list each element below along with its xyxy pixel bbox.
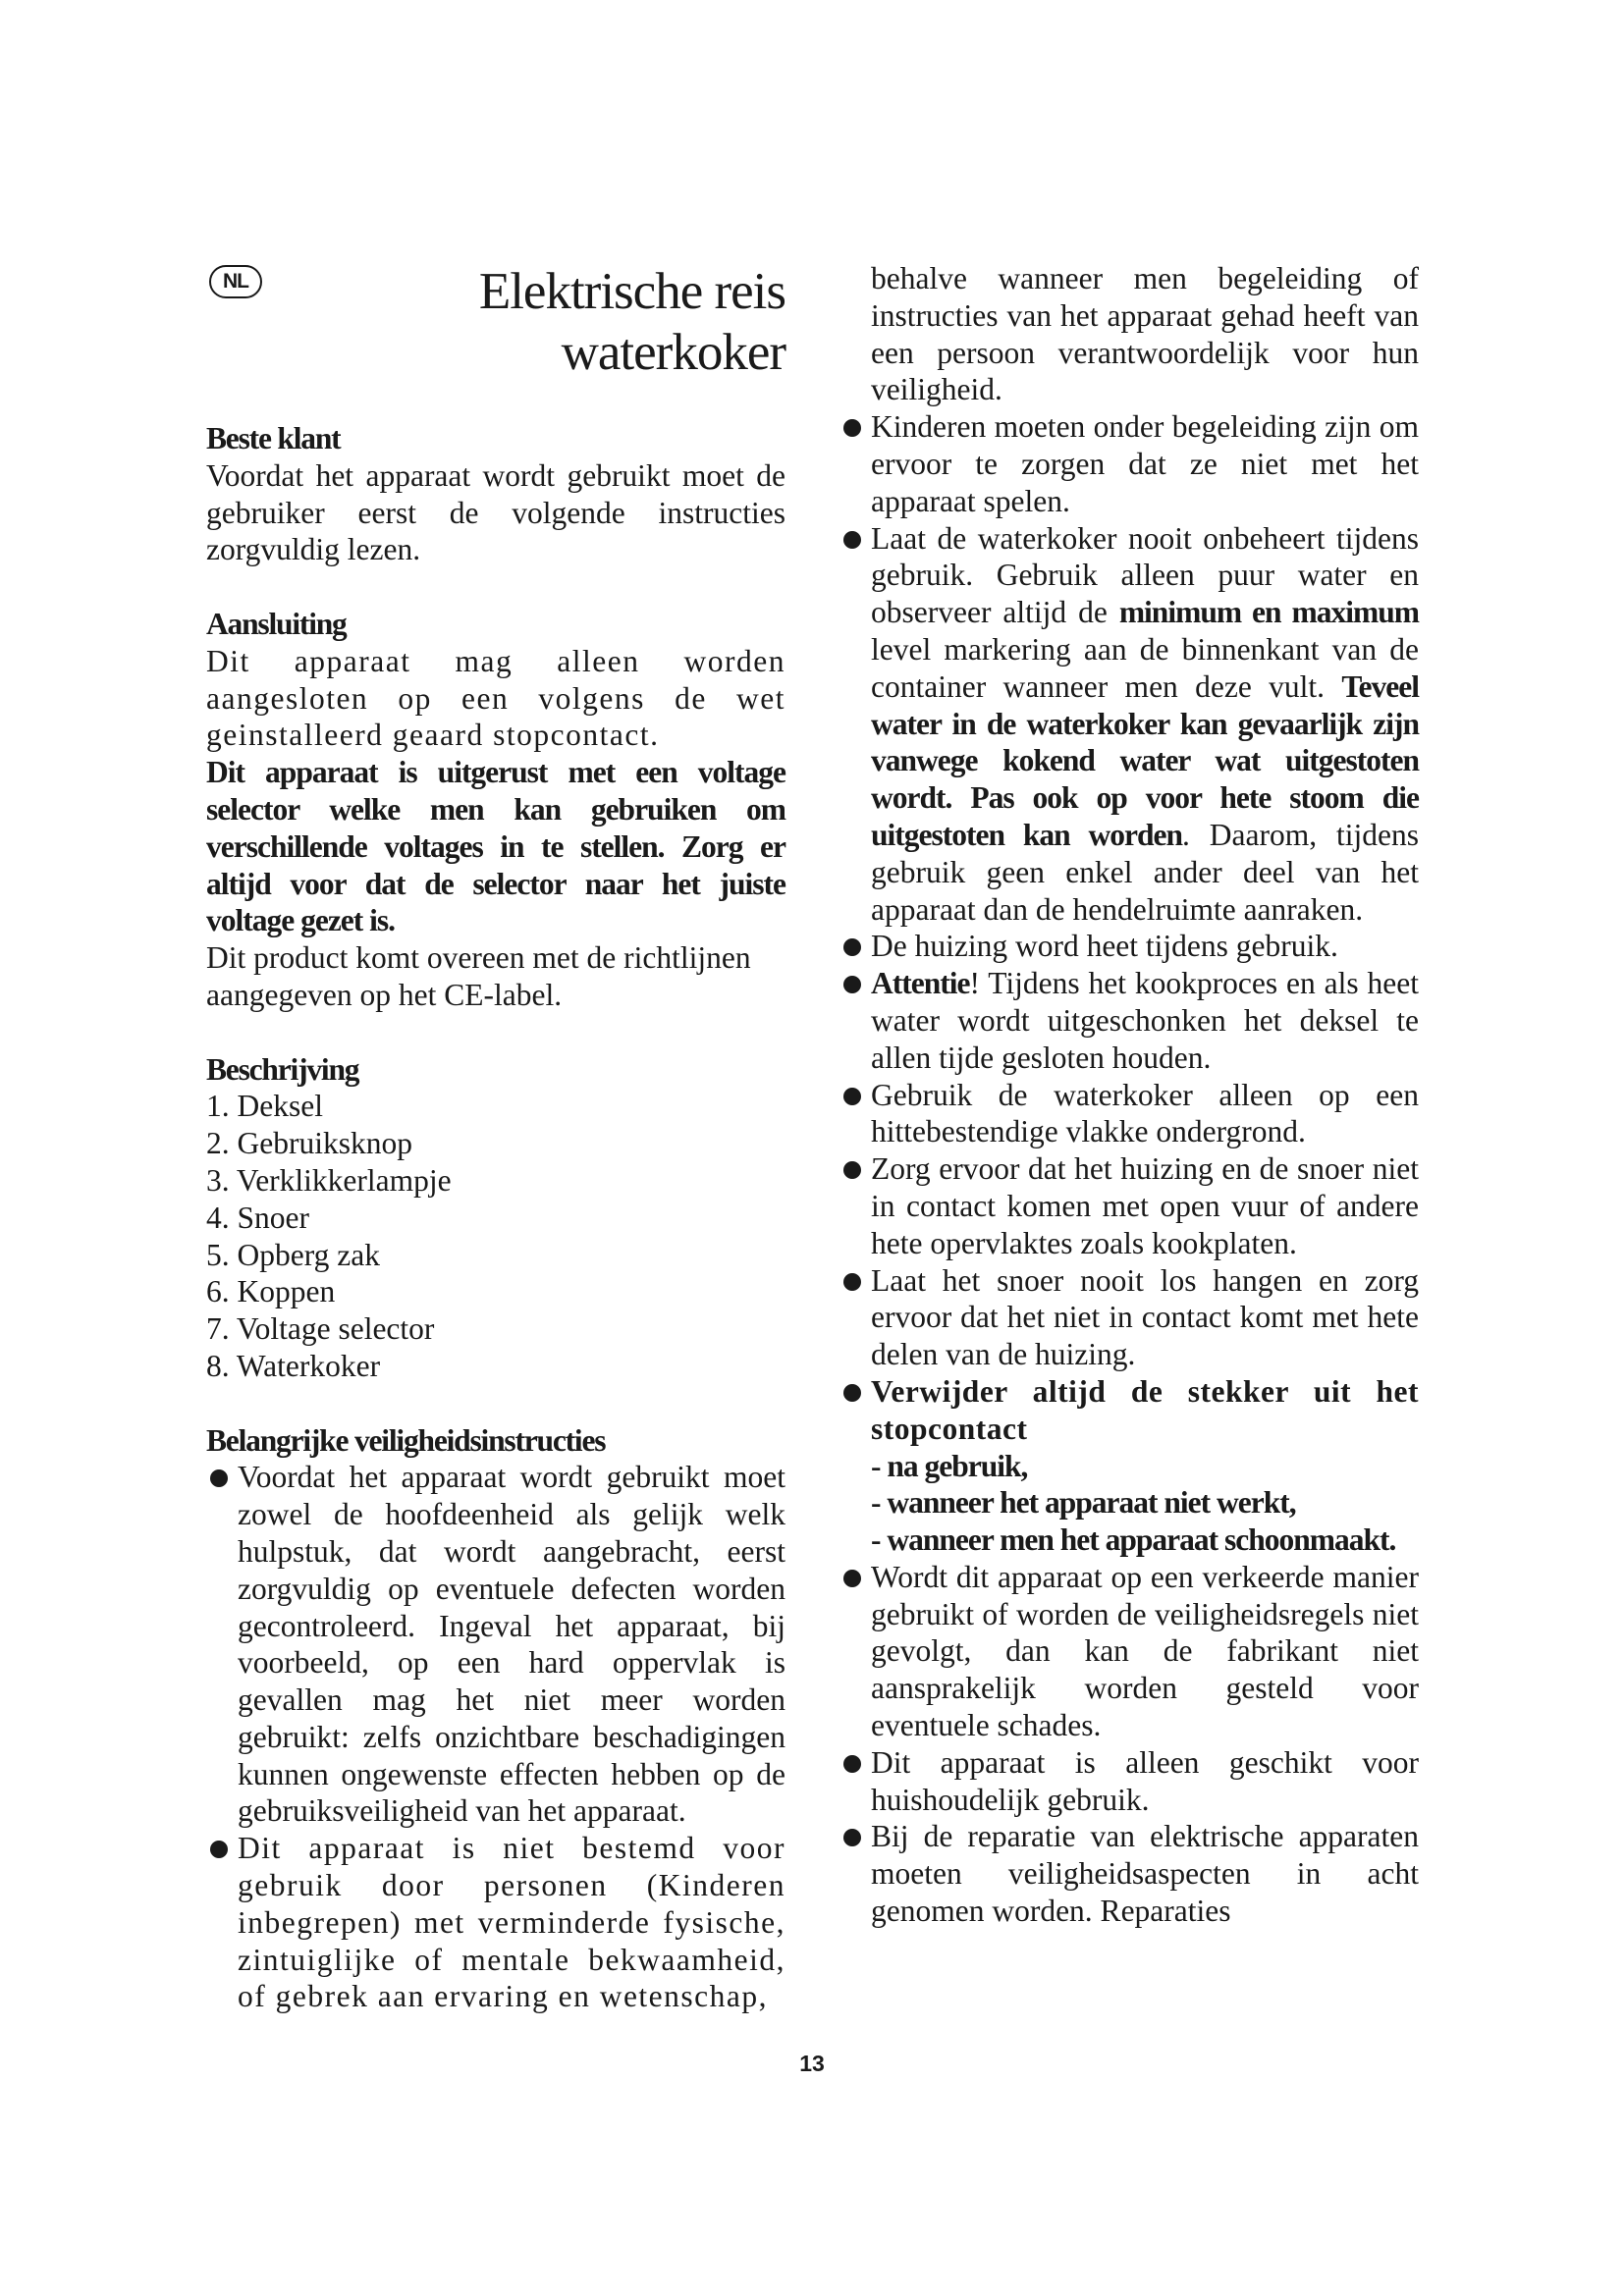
safety-item-text: Dit apparaat is niet bestemd voor gebruik door personen (Kinderen inbegrepen) met verminderde fysische, zintuiglijke of mentale bekwaamheid, of gebrek aan ervaring en wetenschap,	[238, 1831, 785, 2014]
bullet-icon	[843, 1161, 861, 1179]
list-item	[206, 1459, 785, 1830]
safety-item-text: Gebruik de waterkoker alleen op een hittebestendige vlakke ondergrond.	[871, 1077, 1419, 1149]
list-item	[839, 1818, 1419, 1929]
list-item: 2. Gebruiksknop	[206, 1126, 412, 1161]
spacer	[206, 1014, 785, 1051]
voltage-selector-warning: Dit apparaat is uitgerust met een voltage selector welke men kan gebruiken om verschillende voltages in te stellen. Zorg er altijd voor dat de selector naar het juiste voltage gezet is.	[206, 755, 785, 938]
sub-item: - wanneer men het apparaat schoonmaakt.	[871, 1522, 1396, 1558]
language-badge: NL	[209, 265, 262, 298]
safety-list-continued	[839, 260, 1419, 1930]
bullet-icon	[843, 1570, 861, 1587]
bullet-icon	[843, 1273, 861, 1291]
intro-text: Voordat het apparaat wordt gebruikt moet de gebruiker eerst de volgende instructies zorgvuldig lezen.	[206, 457, 785, 567]
spacer	[206, 568, 785, 606]
list-item	[839, 520, 1419, 929]
bullet-icon	[843, 938, 861, 956]
safety-item-text: Bij de reparatie van elektrische apparaten moeten veiligheidsaspecten in acht genomen worden. Reparaties	[871, 1819, 1419, 1929]
safety-item-text: level markering aan de binnenkant van de container wanneer men deze vult.	[871, 631, 1419, 704]
safety-item-text: Laat het snoer nooit los hangen en zorg ervoor dat het niet in contact komt met hete delen van de huizing.	[871, 1262, 1419, 1372]
bullet-icon	[843, 419, 861, 437]
safety-item-text: Kinderen moeten onder begeleiding zijn om ervoor te zorgen dat ze niet met het apparaat spelen.	[871, 409, 1419, 518]
safety-item-text: Zorg ervoor dat het huizing en de snoer niet in contact komen met open vuur of andere hete opervlaktes zoals kookplaten.	[871, 1151, 1419, 1260]
safety-item-text: . Daarom, tijdens gebruik geen enkel ander deel van het apparaat dan de hendelruimte aanraken.	[871, 817, 1419, 927]
sub-item: - wanneer het apparaat niet werkt,	[871, 1485, 1296, 1521]
min-max-emphasis: minimum en maximum	[1118, 595, 1419, 630]
safety-item-text: De huizing word heet tijdens gebruik.	[871, 929, 1338, 964]
bullet-icon	[843, 1088, 861, 1105]
list-item	[206, 1830, 785, 2015]
heading-veiligheidsinstructies: Belangrijke veiligheidsinstructies	[206, 1422, 606, 1458]
list-item	[839, 965, 1419, 1076]
list-item	[839, 1077, 1419, 1151]
page-title	[206, 257, 785, 383]
safety-item-text: ! Tijdens het kookproces en als heet water wordt uitgeschonken het deksel te allen tijde gesloten houden.	[871, 966, 1419, 1075]
heading-aansluiting: Aansluiting	[206, 606, 347, 641]
safety-item-text: Dit apparaat is alleen geschikt voor huishoudelijk gebruik.	[871, 1744, 1419, 1817]
safety-item-text: Voordat het apparaat wordt gebruikt moet zowel de hoofdeenheid als gelijk welk hulpstuk, dat wordt aangebracht, eerst zorgvuldig op eventuele defecten worden gecontroleerd. Ingeval het apparaat, bij voorbeeld, op een hard oppervlak is gevallen mag het niet meer worden gebruikt: zelfs onzichtbare beschadigingen kunnen ongewenste effecten hebben op de gebruiksveiligheid van het apparaat.	[238, 1460, 785, 1829]
heading-beschrijving: Beschrijving	[206, 1051, 359, 1087]
aansluiting-text: Dit apparaat mag alleen worden aangesloten op een volgens de wet geinstalleerd geaard stopcontact.	[206, 643, 785, 753]
list-item: 1. Deksel	[206, 1089, 323, 1124]
list-item: 7. Voltage selector	[206, 1311, 435, 1347]
list-item	[839, 1559, 1419, 1744]
list-item	[839, 1373, 1419, 1448]
sub-item: - na gebruik,	[871, 1448, 1028, 1483]
title-line-2: waterkoker	[561, 324, 785, 381]
bullet-icon	[843, 1755, 861, 1773]
parts-list	[206, 1088, 785, 1384]
list-item	[839, 1744, 1419, 1819]
bullet-icon	[843, 1384, 861, 1402]
list-item	[839, 408, 1419, 519]
title-line-1: Elektrische reis	[478, 263, 785, 320]
ce-label-text: Dit product komt overeen met de richtlijnen aangegeven op het CE-label.	[206, 940, 751, 1012]
boiling-water-warning: Teveel water in de waterkoker kan gevaarlijk zijn vanwege kokend water wat uitgestoten wordt. Pas ook op voor hete stoom die uitgestoten kan worden	[871, 668, 1419, 852]
bullet-icon	[843, 531, 861, 549]
bullet-icon	[210, 1841, 228, 1858]
list-item: 6. Koppen	[206, 1274, 336, 1309]
list-item: 4. Snoer	[206, 1200, 309, 1235]
list-item	[839, 1150, 1419, 1261]
safety-list	[206, 1459, 785, 2015]
spacer	[206, 1385, 785, 1422]
bullet-icon	[210, 1469, 228, 1487]
list-item: 5. Opberg zak	[206, 1237, 380, 1272]
right-column	[839, 260, 1419, 1930]
safety-item-text: Wordt dit apparaat op een verkeerde manier gebruikt of worden de veiligheidsregels niet gevolgt, dan kan de fabrikant niet aansprakelijk worden gesteld voor eventuele schades.	[871, 1559, 1419, 1743]
list-item: 3. Verklikkerlampje	[206, 1162, 452, 1198]
heading-beste-klant: Beste klant	[206, 421, 341, 455]
page-number: 13	[799, 2051, 825, 2076]
list-item	[839, 928, 1419, 965]
list-item: 8. Waterkoker	[206, 1348, 381, 1383]
bullet-icon	[843, 1829, 861, 1846]
bullet-icon	[843, 976, 861, 993]
safety-item-text: behalve wanneer men begeleiding of instructies van het apparaat gehad heeft van een persoon verantwoordelijk voor hun veiligheid.	[871, 261, 1419, 407]
attention-label: Attentie	[871, 966, 970, 1001]
list-item-continued	[839, 260, 1419, 408]
left-column	[206, 257, 785, 2015]
unplug-warning: Verwijder altijd de stekker uit het stopcontact	[871, 1373, 1419, 1446]
list-item	[839, 1262, 1419, 1373]
safety-item-text: Laat de waterkoker nooit onbeheert tijdens gebruik. Gebruik alleen puur water en observeer altijd de	[871, 520, 1419, 630]
